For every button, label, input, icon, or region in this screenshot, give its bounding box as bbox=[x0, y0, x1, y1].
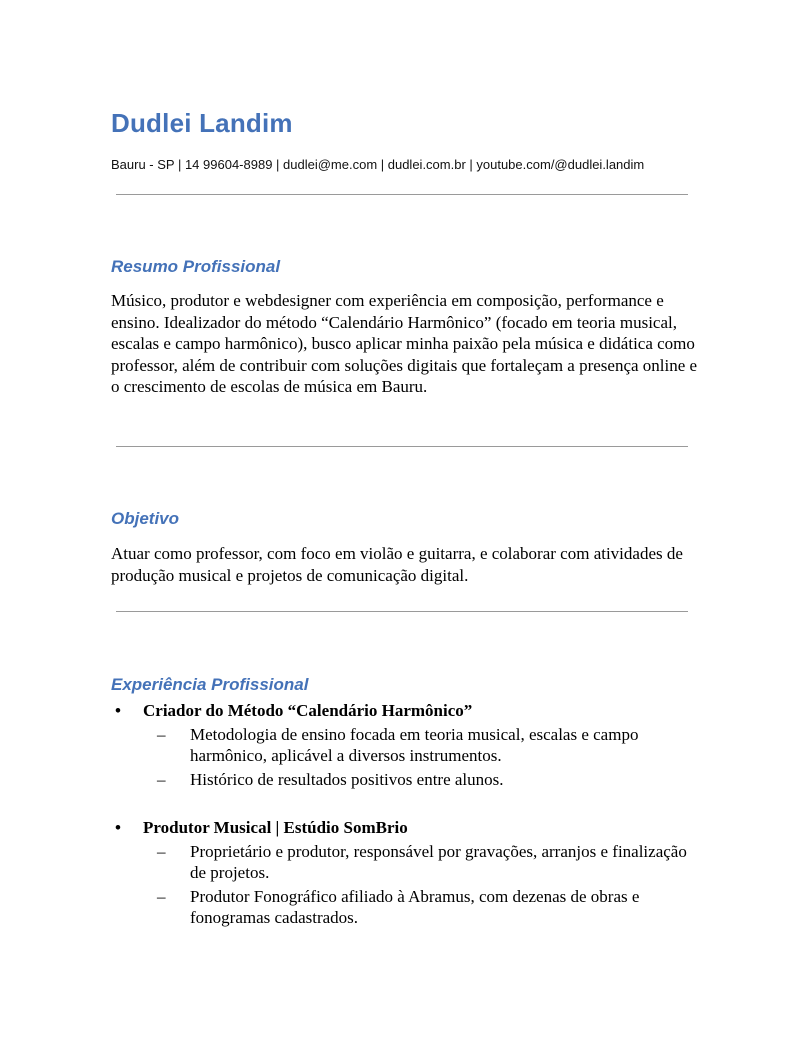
divider bbox=[116, 611, 688, 612]
experience-title-wrap bbox=[111, 817, 701, 839]
dash-icon: – bbox=[157, 841, 166, 861]
divider bbox=[116, 194, 688, 195]
list-item-text: Produtor Fonográfico afiliado à Abramus, com dezenas de obras e fonogramas cadastrados. bbox=[190, 886, 640, 927]
experience-title: Criador do Método “Calendário Harmônico” bbox=[143, 701, 473, 720]
list-item-text: Metodologia de ensino focada em teoria musical, escalas e campo harmônico, aplicável a diversos instrumentos. bbox=[190, 724, 639, 765]
resume-name: Dudlei Landim bbox=[111, 108, 293, 138]
list-item bbox=[111, 724, 701, 767]
list-item-text: Histórico de resultados positivos entre alunos. bbox=[190, 769, 504, 789]
section-heading-summary: Resumo Profissional bbox=[111, 257, 281, 276]
bullet-icon: • bbox=[115, 818, 121, 837]
contact-line: Bauru - SP | 14 99604-8989 | dudlei@me.com | dudlei.com.br | youtube.com/@dudlei.landim bbox=[111, 157, 645, 172]
dash-icon: – bbox=[157, 769, 166, 789]
experience-title-wrap bbox=[111, 700, 701, 722]
experience-details bbox=[111, 724, 701, 791]
divider bbox=[116, 446, 688, 447]
list-item bbox=[111, 841, 701, 884]
list-item bbox=[111, 886, 701, 929]
bullet-icon: • bbox=[115, 701, 121, 720]
experience-entry bbox=[111, 700, 701, 792]
experience-title: Produtor Musical | Estúdio SomBrio bbox=[143, 818, 408, 837]
dash-icon: – bbox=[157, 724, 166, 744]
dash-icon: – bbox=[157, 886, 166, 906]
section-heading-objective: Objetivo bbox=[111, 509, 180, 528]
section-heading-experience: Experiência Profissional bbox=[111, 675, 309, 694]
list-item-text: Proprietário e produtor, responsável por gravações, arranjos e finalização de projetos. bbox=[190, 841, 687, 882]
experience-details bbox=[111, 841, 701, 929]
summary-text: Músico, produtor e webdesigner com experiência em composição, performance e ensino. Idealizador do método “Calendário Harmônico” (focado em teoria musical, escalas e campo harmônico), busco aplicar minha paixão pela música e didática como professor, além de contribuir com soluções digitais que fortaleçam a presença online e o crescimento de escolas de música em Bauru. bbox=[111, 291, 698, 396]
objective-text: Atuar como professor, com foco em violão e guitarra, e colaborar com atividades de produção musical e projetos de comunicação digital. bbox=[111, 544, 683, 585]
list-item bbox=[111, 769, 701, 791]
experience-entry bbox=[111, 817, 701, 931]
